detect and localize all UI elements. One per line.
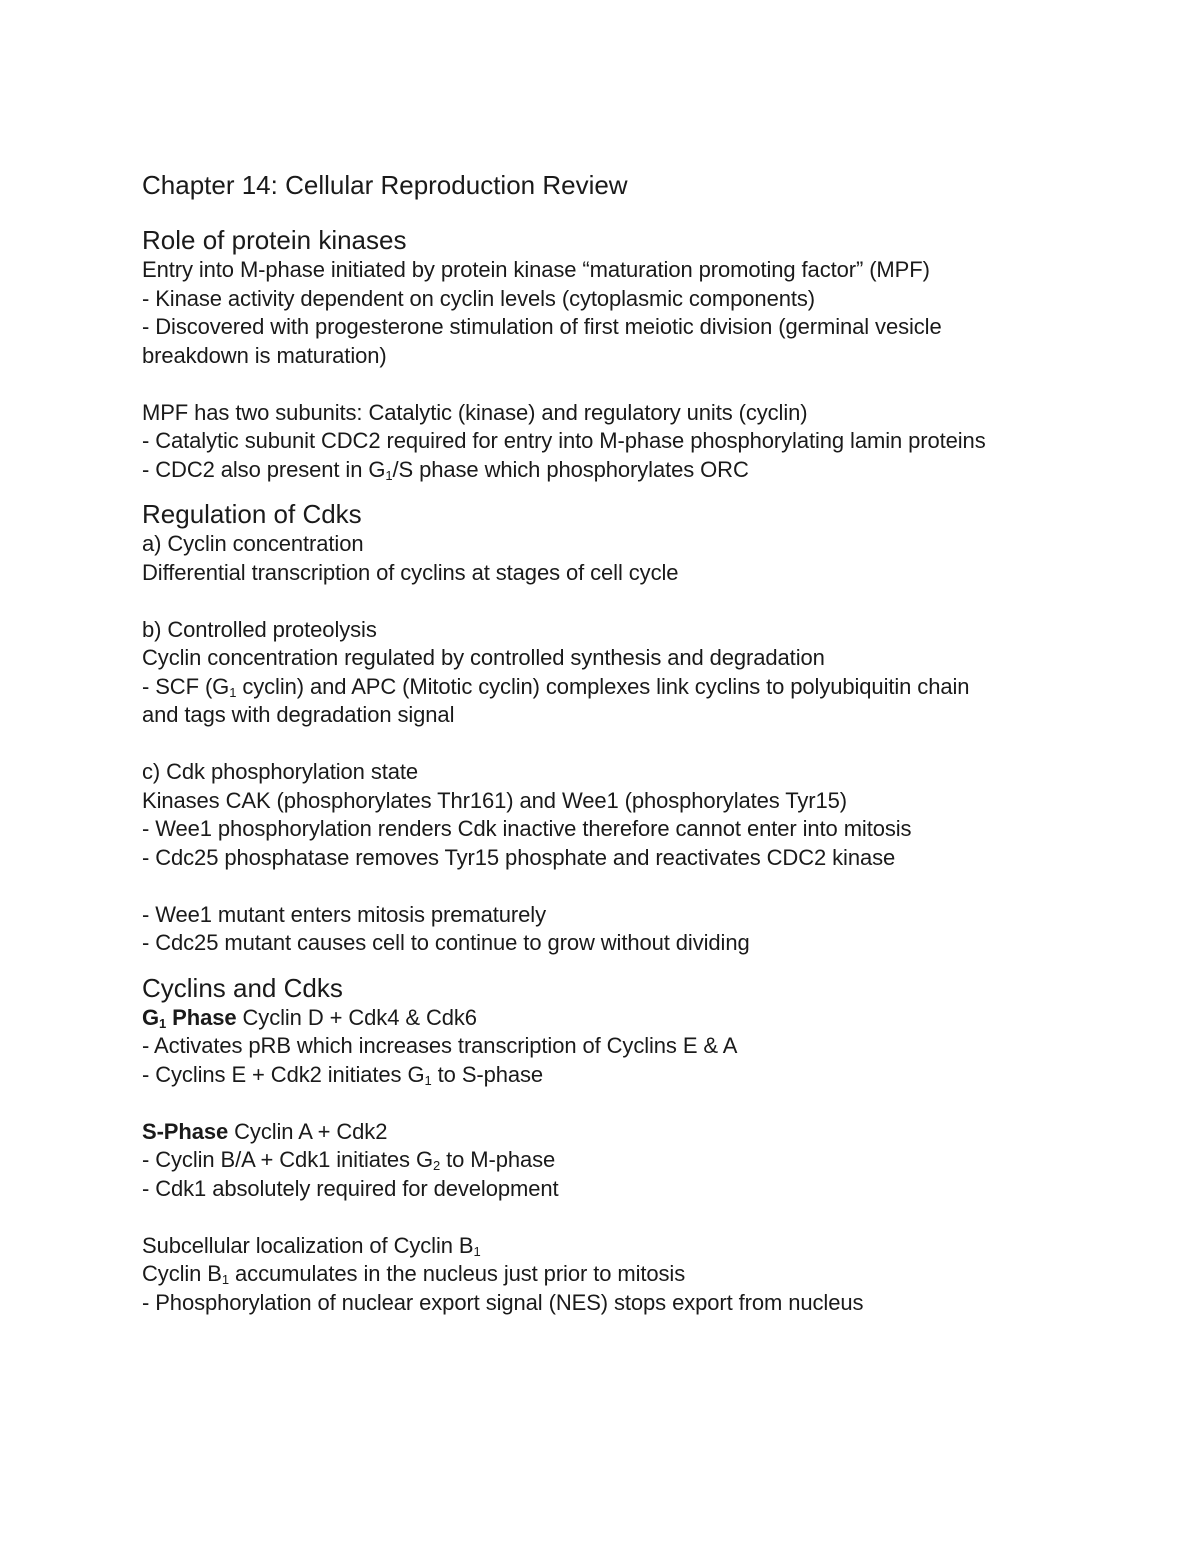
- bullet-line: - Cdc25 phosphatase removes Tyr15 phosphate and reactivates CDC2 kinase: [142, 844, 896, 870]
- phase-label-s: S-Phase: [142, 1118, 229, 1144]
- paragraph-line: breakdown is maturation): [142, 342, 387, 368]
- phase-line-s: S-Phase Cyclin A + Cdk2: [142, 1118, 388, 1144]
- subsection-title: c) Cdk phosphorylation state: [142, 759, 419, 784]
- bullet-line: - CDC2 also present in $G_1/S$ phase which phosphorylates ORC: [142, 456, 749, 483]
- section-heading-cyclins: Cyclins and Cdks: [142, 972, 343, 1003]
- subsection-title: Subcellular localization of Cyclin $B_1$: [142, 1232, 481, 1259]
- bullet-line: - Wee1 mutant enters mitosis prematurely: [142, 901, 546, 927]
- bullet-line: - Cyclins E + Cdk2 initiates $G_1$ to S-phase: [142, 1061, 544, 1088]
- paragraph-line: and tags with degradation signal: [142, 702, 455, 727]
- document-page: [142, 168, 1072, 1317]
- subsection-title: a) Cyclin concentration: [142, 531, 364, 556]
- paragraph-line: Cyclin concentration regulated by controlled synthesis and degradation: [142, 645, 825, 670]
- bullet-line: - Wee1 phosphorylation renders Cdk inactive therefore cannot enter into mitosis: [142, 816, 912, 841]
- section-heading-kinases: Role of protein kinases: [142, 225, 407, 255]
- paragraph-line: Kinases CAK (phosphorylates Thr161) and Wee1 (phosphorylates Tyr15): [142, 787, 848, 813]
- bullet-line: - Cdk1 absolutely required for development: [142, 1175, 559, 1201]
- document-title: Chapter 14: Cellular Reproduction Review: [142, 170, 628, 200]
- bullet-line: - Catalytic subunit CDC2 required for entry into M-phase phosphorylating lamin proteins: [142, 428, 986, 453]
- bullet-line: - Cyclin B/A + Cdk1 initiates $G_2$ to M-phase: [142, 1147, 556, 1173]
- bullet-line: - SCF ($G_1$ cyclin) and APC (Mitotic cyclin) complexes link cyclins to polyubiquitin chain: [142, 673, 970, 700]
- section-heading-regulation: Regulation of Cdks: [142, 499, 362, 529]
- bullet-line: - Kinase activity dependent on cyclin levels (cytoplasmic components): [142, 285, 815, 311]
- subsection-title: b) Controlled proteolysis: [142, 616, 377, 642]
- bullet-line: - Discovered with progesterone stimulation of first meiotic division (germinal vesicle: [142, 314, 942, 339]
- phase-line-g1: $G_1$ Phase Cyclin D + Cdk4 & Cdk6: [142, 1004, 477, 1031]
- paragraph-line: Entry into M-phase initiated by protein kinase “maturation promoting factor” (MPF): [142, 257, 930, 282]
- paragraph-line: MPF has two subunits: Catalytic (kinase) and regulatory units (cyclin): [142, 399, 808, 425]
- bullet-line: - Cdc25 mutant causes cell to continue to grow without dividing: [142, 930, 750, 955]
- paragraph-line: Cyclin $B_1$ accumulates in the nucleus just prior to mitosis: [142, 1261, 686, 1287]
- bullet-line: - Phosphorylation of nuclear export signal (NES) stops export from nucleus: [142, 1289, 864, 1315]
- bullet-line: - Activates pRB which increases transcription of Cyclins E & A: [142, 1033, 738, 1058]
- paragraph-line: Differential transcription of cyclins at stages of cell cycle: [142, 559, 679, 585]
- phase-label-g1: $G_1$ Phase: [142, 1004, 237, 1031]
